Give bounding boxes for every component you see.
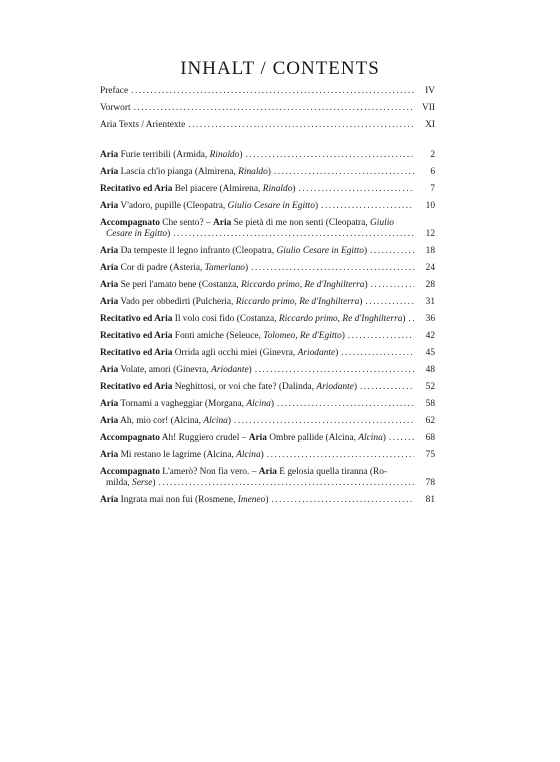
toc-page: 52 xyxy=(425,382,435,392)
toc-page: 75 xyxy=(425,450,435,460)
entry-text: Ombre pallide (Alcina, xyxy=(266,433,359,443)
entry-type: Aria xyxy=(100,280,119,290)
entry-type: Aria xyxy=(100,416,119,426)
leader-dots xyxy=(271,495,414,506)
entry-end: ) xyxy=(152,478,156,488)
entry-work: Ariodante xyxy=(316,382,354,392)
entry-type: Aria xyxy=(100,246,119,256)
entry-end: ) xyxy=(314,201,319,211)
entry-type: Aria xyxy=(100,495,119,505)
entry-work: Alcina xyxy=(203,416,228,426)
entry-work: Rinaldo xyxy=(238,167,268,177)
toc-entry-vorwort[interactable] xyxy=(100,103,435,120)
entry-text: Tornami a vagheggiar (Morgana, xyxy=(120,399,247,409)
entry-work: Imeneo xyxy=(237,495,266,505)
leader-dots xyxy=(321,201,414,212)
toc-page: 42 xyxy=(425,331,435,341)
entry-type: Aria xyxy=(100,201,119,211)
toc-entry[interactable] xyxy=(100,201,435,212)
toc-page: XI xyxy=(425,120,435,130)
toc-entry-multiline[interactable] xyxy=(100,218,435,240)
entry-text: Se pietà di me non senti (Cleopatra, xyxy=(231,218,371,228)
toc-label: Preface xyxy=(100,86,129,96)
entry-text: Ah! Ruggiero crudel – xyxy=(159,433,249,443)
entry-work: Giulio Cesare in Egitto xyxy=(276,246,364,256)
entry-type: Recitativo ed Aria xyxy=(100,184,173,194)
leader-dots xyxy=(341,348,414,359)
entry-work: Giulio xyxy=(370,218,394,228)
toc-page: 24 xyxy=(425,263,435,273)
entry-text: milda, xyxy=(106,478,133,488)
entry-text: Cor di padre (Asteria, xyxy=(120,263,205,273)
toc-label: Vorwort xyxy=(100,103,131,113)
leader-dots xyxy=(245,150,414,161)
entry-work: Giulio Cesare in Egitto xyxy=(227,201,315,211)
toc-entry[interactable] xyxy=(100,416,435,427)
toc-entry[interactable] xyxy=(100,331,435,342)
leader-dots xyxy=(348,331,414,342)
leader-dots xyxy=(370,246,414,257)
entry-work: Ariodante xyxy=(211,365,249,375)
page-title: INHALT / CONTENTS xyxy=(180,58,380,79)
entry-type: Accompagnato xyxy=(100,433,160,443)
entry-type: Aria xyxy=(100,263,119,273)
leader-dots xyxy=(134,103,414,114)
leader-dots xyxy=(267,450,414,461)
entry-type: Aria xyxy=(248,433,267,443)
entry-text: Vado per obbedirti (Pulcheria, xyxy=(120,297,236,307)
entry-text: Lascia ch'io pianga (Almirena, xyxy=(120,167,239,177)
toc-page: 45 xyxy=(425,348,435,358)
front-matter-list xyxy=(100,86,435,137)
entry-text: Orrida agli occhi miei (Ginevra, xyxy=(174,348,298,358)
entry-text: V'adoro, pupille (Cleopatra, xyxy=(120,201,228,211)
entry-end: ) xyxy=(265,495,269,505)
entry-type: Aria xyxy=(213,218,232,228)
toc-entry[interactable] xyxy=(100,382,435,393)
leader-dots xyxy=(274,167,414,178)
entry-end: ) xyxy=(248,365,252,375)
entry-end: ) xyxy=(335,348,339,358)
toc-page: 7 xyxy=(430,184,435,194)
entry-end: ) xyxy=(382,433,386,443)
entry-end: ) xyxy=(364,280,368,290)
entry-text: Bel piacere (Almirena, xyxy=(174,184,263,194)
toc-page: 78 xyxy=(425,478,435,488)
entry-text: Volate, amori (Ginevra, xyxy=(120,365,212,375)
toc-entry[interactable] xyxy=(100,314,435,325)
entry-work: Tamerlano xyxy=(204,263,245,273)
toc-entry[interactable] xyxy=(100,450,435,461)
toc-page: 68 xyxy=(425,433,435,443)
leader-dots xyxy=(389,433,414,444)
leader-dots xyxy=(131,86,414,97)
entry-work: Riccardo primo, Re d'Inghilterra xyxy=(240,280,365,290)
toc-entry[interactable] xyxy=(100,150,435,161)
entry-text: Da tempeste il legno infranto (Cleopatra, xyxy=(120,246,277,256)
toc-page: 31 xyxy=(425,297,435,307)
toc-entry[interactable] xyxy=(100,365,435,376)
entry-end: ) xyxy=(167,229,171,239)
toc-page: 12 xyxy=(425,229,435,239)
entry-type: Aria xyxy=(100,150,119,160)
toc-entry-multi[interactable] xyxy=(100,433,435,444)
entry-end: ) xyxy=(402,314,406,324)
toc-entry[interactable] xyxy=(100,280,435,291)
entry-type: Recitativo ed Aria xyxy=(100,331,173,341)
entry-end: ) xyxy=(260,450,264,460)
toc-page: 28 xyxy=(425,280,435,290)
toc-page: 62 xyxy=(425,416,435,426)
toc-entry-multiline[interactable] xyxy=(100,467,435,489)
leader-dots xyxy=(188,120,414,131)
contents-list xyxy=(100,150,435,512)
entry-text: È gelosia quella tiranna (Ro- xyxy=(276,467,388,477)
entry-text: Se peri l'amato bene (Costanza, xyxy=(120,280,241,290)
entry-work: Cesare in Egitto xyxy=(106,229,168,239)
toc-page: 36 xyxy=(425,314,435,324)
toc-entry[interactable] xyxy=(100,167,435,178)
entry-work: Rinaldo xyxy=(262,184,293,194)
entry-text: Neghittosi, or voi che fate? (Dalinda, xyxy=(174,382,317,392)
toc-page: 18 xyxy=(425,246,435,256)
leader-dots xyxy=(277,399,414,410)
toc-page: 81 xyxy=(425,495,435,505)
entry-type: Aria xyxy=(258,467,277,477)
entry-work: Alcina xyxy=(246,399,271,409)
toc-entry[interactable] xyxy=(100,348,435,359)
leader-dots xyxy=(234,416,414,427)
toc-page: 10 xyxy=(425,201,435,211)
toc-entry[interactable] xyxy=(100,246,435,257)
entry-work: Rinaldo xyxy=(209,150,240,160)
toc-entry[interactable] xyxy=(100,495,435,506)
entry-type: Recitativo ed Aria xyxy=(100,382,173,392)
entry-end: ) xyxy=(267,167,271,177)
entry-end: ) xyxy=(270,399,274,409)
toc-page: VII xyxy=(421,103,435,113)
entry-end: ) xyxy=(341,331,345,341)
toc-entry-aria-texts[interactable] xyxy=(100,120,435,137)
entry-end: ) xyxy=(239,150,243,160)
entry-text: Ingrata mai non fui (Rosmene, xyxy=(120,495,238,505)
leader-dots xyxy=(255,365,414,376)
toc-entry[interactable] xyxy=(100,263,435,274)
entry-end: ) xyxy=(353,382,357,392)
entry-end: ) xyxy=(244,263,249,273)
leader-dots xyxy=(409,314,414,325)
leader-dots xyxy=(173,229,414,240)
entry-type: Accompagnato xyxy=(100,218,160,228)
entry-text: Mi restano le lagrime (Alcina, xyxy=(120,450,237,460)
entry-work: Tolomeo, Re d'Egitto xyxy=(263,331,342,341)
entry-text: L'amerò? Non fia vero. – xyxy=(159,467,259,477)
entry-type: Aria xyxy=(100,450,119,460)
toc-entry[interactable] xyxy=(100,184,435,195)
toc-entry[interactable] xyxy=(100,399,435,410)
entry-type: Recitativo ed Aria xyxy=(100,314,173,324)
entry-end: ) xyxy=(227,416,231,426)
entry-type: Aria xyxy=(100,365,119,375)
entry-type: Accompagnato xyxy=(100,467,160,477)
toc-page: IV xyxy=(425,86,435,96)
entry-text: Che sento? – xyxy=(159,218,214,228)
entry-line-2 xyxy=(100,478,435,489)
entry-text: Ah, mio cor! (Alcina, xyxy=(120,416,204,426)
entry-line-2 xyxy=(100,229,435,240)
entry-work: Riccardo primo, Re d'Inghilterra xyxy=(235,297,360,307)
leader-dots xyxy=(251,263,414,274)
entry-work: Ariodante xyxy=(297,348,336,358)
entry-type: Aria xyxy=(100,167,119,177)
leader-dots xyxy=(299,184,414,195)
entry-text: Fonti amiche (Seleuce, xyxy=(174,331,264,341)
entry-type: Aria xyxy=(100,399,119,409)
leader-dots xyxy=(360,382,414,393)
toc-page: 48 xyxy=(425,365,435,375)
entry-line-1 xyxy=(100,467,435,478)
entry-end: ) xyxy=(363,246,368,256)
entry-work: Alcina xyxy=(358,433,383,443)
entry-type: Aria xyxy=(100,297,119,307)
entry-end: ) xyxy=(292,184,296,194)
leader-dots xyxy=(371,280,414,291)
entry-work: Serse xyxy=(132,478,153,488)
toc-page: 6 xyxy=(430,167,435,177)
toc-label: Aria Texts / Arientexte xyxy=(100,120,186,130)
toc-page: 2 xyxy=(430,150,435,160)
entry-text: Furie terribili (Armida, xyxy=(120,150,210,160)
entry-text: Il volo così fido (Costanza, xyxy=(174,314,279,324)
leader-dots xyxy=(158,478,414,489)
toc-page: 58 xyxy=(425,399,435,409)
toc-entry-preface[interactable] xyxy=(100,86,435,103)
leader-dots xyxy=(365,297,414,308)
entry-type: Recitativo ed Aria xyxy=(100,348,173,358)
toc-entry[interactable] xyxy=(100,297,435,308)
entry-line-1 xyxy=(100,218,435,229)
entry-work: Riccardo primo, Re d'Inghilterra xyxy=(278,314,403,324)
entry-end: ) xyxy=(359,297,363,307)
entry-work: Alcina xyxy=(236,450,261,460)
